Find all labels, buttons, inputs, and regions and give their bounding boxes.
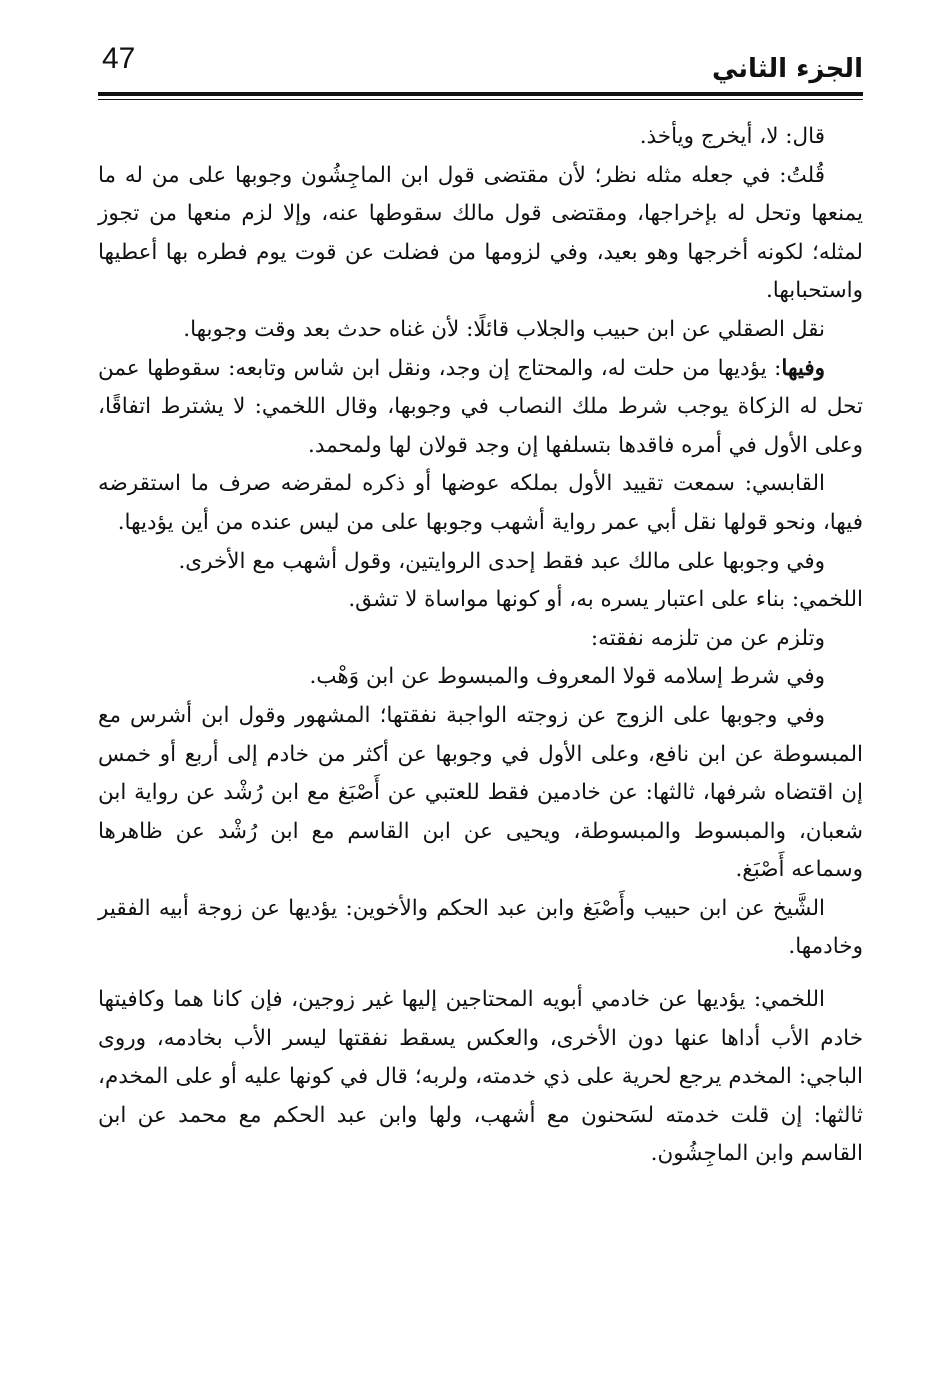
paragraph-body: : يؤديها من حلت له، والمحتاج إن وجد، ونقل ابن شاس وتابعه: سقوطها عمن تحل له الزكاة يوجب شرط ملك النصاب في وجوبها، وقال اللخمي: لا يشترط اتفاقًا، وعلى الأول في أمره فاقدها بتسلفها إن وجد قولان لها ولمحمد. — [98, 355, 863, 458]
running-title: الجزء الثاني — [711, 54, 863, 84]
page-number: 47 — [102, 42, 136, 75]
paragraph: وفي وجوبها على الزوج عن زوجته الواجبة نفقتها؛ المشهور وقول ابن أشرس مع المبسوطة عن ابن نافع، وعلى الأول في وجوبها عن أكثر من خادم إلى أربع أو خمس إن اقتضاه شرفها، ثالثها: عن خادمين فقط للعتبي عن أَصْبَغ مع ابن رُشْد عن رواية ابن شعبان، والمبسوط والمبسوطة، ويحيى عن ابن القاسم مع ابن رُشْد عن ظاهرها وسماعه أَصْبَغ. — [98, 702, 863, 883]
paragraph: الشَّيخ عن ابن حبيب وأَصْبَغ وابن عبد الحكم والأخوين: يؤديها عن زوجة أبيه الفقير وخادمها. — [98, 895, 863, 960]
header-rule-thin — [98, 99, 863, 100]
paragraph: اللخمي: بناء على اعتبار يسره به، أو كونها مواساة لا تشق. — [348, 587, 863, 613]
header-rule-thick — [98, 92, 863, 96]
body-text — [98, 118, 863, 1174]
paragraph: قُلتُ: في جعله مثله نظر؛ لأن مقتضى قول ابن الماجِشُون وجوبها على من له ما يمنعها وتحل له بإخراجها، ومقتضى قول مالك سقوطها عنه، وإلا لزم منعها من تجوز لمثله؛ لكونه أخرجها وهو بعيد، وفي لزومها من فضلت عن قوت يوم فطره بها أعطيها واستحبابها. — [98, 162, 863, 304]
page-header — [98, 38, 863, 92]
paragraph: وفي شرط إسلامه قولا المعروف والمبسوط عن ابن وَهْب. — [309, 664, 825, 690]
paragraph — [98, 350, 863, 466]
paragraph: نقل الصقلي عن ابن حبيب والجلاب قائلًا: لأن غناه حدث بعد وقت وجوبها. — [183, 316, 825, 342]
paragraph: القابسي: سمعت تقييد الأول بملكه عوضها أو ذكره لمقرضه صرف ما استقرضه فيها، ونحو قولها نقل أبي عمر رواية أشهب وجوبها على من ليس عنده من أين يؤديها. — [98, 471, 863, 535]
paragraph: وفي وجوبها على مالك عبد فقط إحدى الروايتين، وقول أشهب مع الأخرى. — [178, 548, 825, 574]
paragraph-lead: وفيها — [781, 355, 825, 381]
paragraph: وتلزم عن من تلزمه نفقته: — [590, 625, 825, 651]
paragraph: قال: لا، أيخرج ويأخذ. — [639, 124, 825, 149]
paragraph: اللخمي: يؤديها عن خادمي أبويه المحتاجين إليها غير زوجين، فإن كانا هما وكافيتها خادم الأب أداها عنها دون الأخرى، والعكس يسقط نفقتها ليسر الأب بخادمه، وروى الباجي: المخدم يرجع لحرية على ذي خدمته، ولربه؛ قال في كونها عليه أو على المخدم، ثالثها: إن قلت خدمته لسَحنون مع أشهب، ولها وابن عبد الحكم مع محمد عن ابن القاسم وابن الماجِشُون. — [98, 987, 863, 1167]
